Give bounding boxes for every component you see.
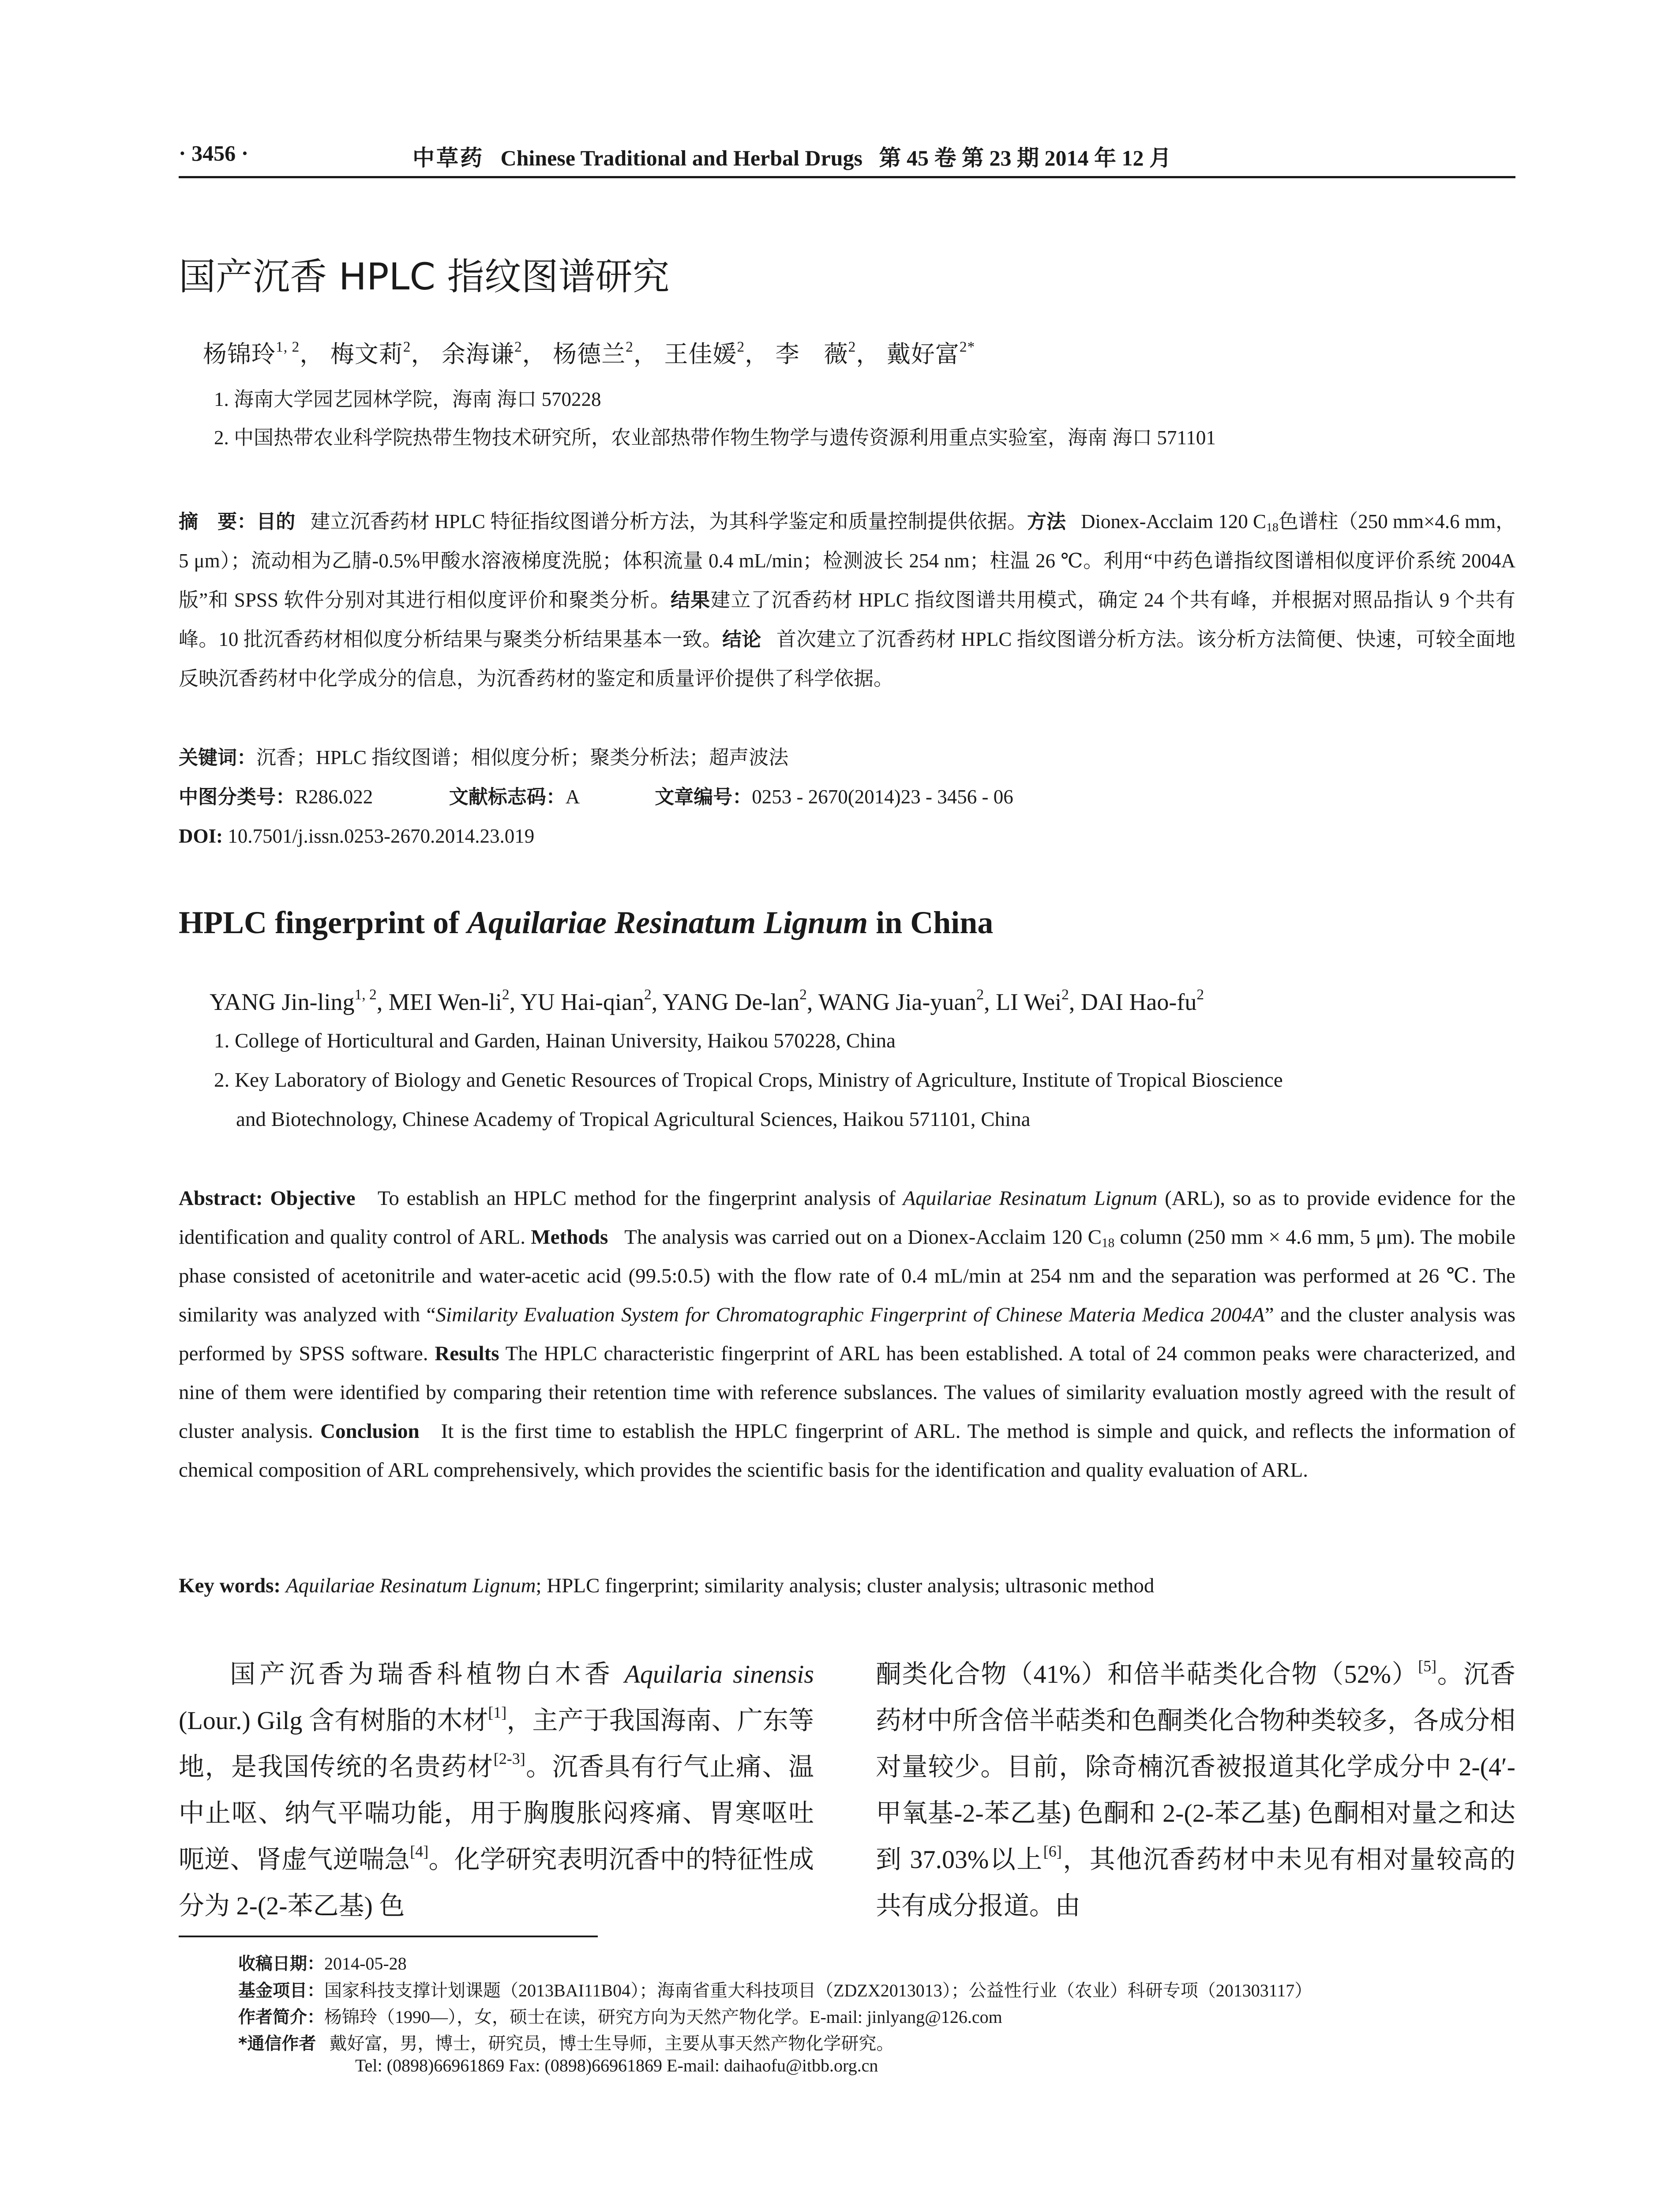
- cn-author: 杨锦玲$^{1, 2}$: [203, 338, 300, 368]
- cn-author: 梅文莉$^2$: [330, 338, 411, 368]
- en-author: YANG De-lan$^2$: [662, 986, 807, 1015]
- conclusion-label: 结论: [722, 628, 761, 651]
- results-text: 建立了沉香药材 HPLC 指纹图谱共用模式，确定 24 个共有峰，并根据对照品指认 9 个共有峰。10 批沉香药材相似度分析结果与聚类分析结果基本一致。: [179, 589, 1515, 650]
- en-author: MEI Wen-$li^2$: [388, 986, 510, 1015]
- footnote-contact: Tel: (0898)66961869 Fax: (0898)66961869 E-mail: daihaofu@itbb.org.cn: [355, 2056, 878, 2075]
- cn-authors: 杨锦玲$^{1, 2}$， 梅文莉$^2$， 余海谦$^2$， 杨德兰$^2$， 王佳媛$^2$， 李 薇$^2$， 戴好富$^{2*}$: [203, 338, 975, 368]
- abstract-label: Abstract:: [179, 1187, 263, 1210]
- footnote-author: 作者简介：杨锦玲（1990—），女，硕士在读，研究方向为天然产物化学。E-mail: jinlyang@126.com: [238, 2007, 1002, 2027]
- running-header: [179, 140, 1515, 180]
- conclusion-text: 首次建立了沉香药材 HPLC 指纹图谱分析方法。该分析方法简便、快速，可较全面地反映沉香药材中化学成分的信息，为沉香药材的鉴定和质量评价提供了科学依据。: [179, 628, 1516, 690]
- page-number: · 3456 ·: [179, 141, 249, 165]
- en-author: DAI Hao-$fu^2$: [1080, 986, 1204, 1015]
- doi: DOI: 10.7501/j.issn.0253-2670.2014.23.019: [179, 825, 535, 847]
- journal-info: [412, 140, 1171, 172]
- results-label: 结果: [671, 589, 711, 612]
- journal-name-cn: 中草药: [412, 145, 484, 171]
- methods-label: Methods: [531, 1226, 608, 1249]
- en-authors: YANG Jin-ling$^{1, 2}$, MEI Wen-$li^2$, YU Hai-qian$^2$, YANG De-lan$^2$, WANG Jia-yuan$^2$, LI Wei$^2$, DAI Hao-$fu^2$: [210, 986, 1204, 1015]
- objective-text: 建立沉香药材 HPLC 特征指纹图谱分析方法，为其科学鉴定和质量控制提供依据。: [310, 510, 1027, 533]
- cn-author: 王佳媛$^2$: [664, 338, 745, 368]
- objective-label: Objective: [270, 1187, 356, 1210]
- journal-name-en: Chinese Traditional and Herbal Drugs: [500, 146, 862, 170]
- methods-text: 色谱柱（250 mm×4.6 mm，5 μm）；流动相为乙腈-0.5%甲酸水溶液梯度洗脱；体积流量 0.4 mL/min；检测波长 254 nm；柱温 26 ℃。利用“中药色谱指纹图谱相似度评价系统 2004A 版”和 SPSS 软件分别对其进行相似度评价和聚类分析。: [179, 510, 1516, 611]
- cn-author: 李 薇$^2$: [775, 338, 856, 368]
- citation: [6]: [1043, 1842, 1062, 1861]
- footnote-fund: 基金项目：国家科技支撑计划课题（2013BAI11B04）；海南省重大科技项目（ZDZX2013013）；公益性行业（农业）科研专项（201303117）: [238, 1981, 1312, 2001]
- body-column-left: 国产沉香为瑞香科植物白木香 Aquilaria sinensis (Lour.) Gilg 含有树脂的木材[1]，主产于我国海南、广东等地，是我国传统的名贵药材[2-3]。沉香具有行气止痛、温中止呕、纳气平喘功能，用于胸腹胀闷疼痛、胃寒呕吐呃逆、肾虚气逆喘急[4]。化学研究表明沉香中的特征性成分为 2-(2-苯乙基) 色: [179, 1660, 814, 1920]
- citation: [5]: [1418, 1657, 1437, 1675]
- footnote-received: 收稿日期：2014-05-28: [238, 1954, 407, 1974]
- cn-affiliation: 2. 中国热带农业科学院热带生物技术研究所，农业部热带作物生物学与遗传资源利用重点实验室，海南 海口 571101: [214, 427, 1216, 449]
- en-author: LI Wei$^2$: [996, 986, 1069, 1015]
- cn-abstract: 摘 要：目的 建立沉香药材 HPLC 特征指纹图谱分析方法，为其科学鉴定和质量控制提供依据。方法 Dionex-Acclaim 120 $C_{18}$色谱柱（250 mm×4.6 mm，5 μm）；流动相为乙腈-0.5%甲酸水溶液梯度洗脱；体积流量 0.4 mL/min；检测波长 254 nm；柱温 26 ℃。利用“中药色谱指纹图谱相似度评价系统 2004A 版”和 SPSS 软件分别对其进行相似度评价和聚类分析。结果建立了沉香药材 HPLC 指纹图谱共用模式，确定 24 个共有峰，并根据对照品指认 9 个共有峰。10 批沉香药材相似度分析结果与聚类分析结果基本一致。结论 首次建立了沉香药材 HPLC 指纹图谱分析方法。该分析方法简便、快速，可较全面地反映沉香药材中化学成分的信息，为沉香药材的鉴定和质量评价提供了科学依据。: [179, 510, 1516, 690]
- abstract-label: 摘 要：: [179, 510, 257, 533]
- footnote-rule: [179, 1936, 598, 1937]
- cn-author: 杨德兰$^2$: [553, 338, 634, 368]
- en-abstract: Abstract: Objective To establish an HPLC method for the fingerprint analysis of Aquilariae Resinatum Lignum (ARL), so as to provide evidence for the identification and quality control of ARL. Methods The analysis was carried out on a Dionex-Acclaim 120 $C_{18}$ column (250 mm × 4.6 mm, 5 μm). The mobile phase consisted of acetonitrile and water-acetic acid (99.5:0.5) with the flow rate of 0.4 mL/min at 254 nm and the separation was performed at 26 ℃. The similarity was analyzed with “Similarity Evaluation System for Chromatographic Fingerprint of Chinese Materia Medica 2004A” and the cluster analysis was performed by SPSS software. Results The HPLC characteristic fingerprint of ARL has been established. A total of 24 common peaks were characterized, and nine of them were identified by comparing their retention time with reference subslances. The values of similarity evaluation mostly agreed with the result of cluster analysis. Conclusion It is the first time to establish the HPLC fingerprint of ARL. The method is simple and quick, and reflects the information of chemical composition of ARL comprehensively, which provides the scientific basis for the identification and quality evaluation of ARL.: [179, 1187, 1516, 1482]
- header-rule: [179, 176, 1515, 178]
- body-column-right: 酮类化合物（41%）和倍半萜类化合物（52%）[5]。沉香药材中所含倍半萜类和色酮类化合物种类较多，各成分相对量较少。目前，除奇楠沉香被报道其化学成分中 2-(4′-甲氧基-2-苯乙基) 色酮和 2-(2-苯乙基) 色酮相对量之和达到 37.03%以上[6]，其他沉香药材中未见有相对量较高的共有成分报道。由: [876, 1657, 1516, 1920]
- methods-text: Dionex-Acclaim 120 C: [1081, 510, 1267, 533]
- citation: [1]: [488, 1703, 507, 1722]
- journal-issue: 第 45 卷 第 23 期 2014 年 12 月: [879, 146, 1171, 170]
- cn-classification: 中图分类号：R286.022 文献标志码：A 文章编号：0253 - 2670(2014)23 - 3456 - 06: [179, 786, 1013, 808]
- citation: [4]: [410, 1842, 429, 1861]
- en-author: YU Hai-qian$^2$: [520, 986, 652, 1015]
- en-keywords: Key words: Aquilariae Resinatum Lignum; HPLC fingerprint; similarity analysis; cluster analysis; ultrasonic method: [179, 1574, 1155, 1597]
- en-author: WANG Jia-yuan$^2$: [818, 986, 984, 1015]
- cn-affiliation: 1. 海南大学园艺园林学院，海南 海口 570228: [214, 388, 601, 410]
- en-author: YANG Jin-ling$^{1, 2}$: [210, 986, 377, 1015]
- cn-author: 余海谦$^2$: [441, 338, 522, 368]
- en-affiliation: 1. College of Horticultural and Garden, Hainan University, Haikou 570228, China: [214, 1029, 896, 1052]
- results-label: Results: [435, 1342, 499, 1365]
- cn-title: 国产沉香 HPLC 指纹图谱研究: [179, 255, 670, 298]
- en-affiliation: 2. Key Laboratory of Biology and Genetic Resources of Tropical Crops, Ministry of Agriculture, Institute of Tropical Bioscience and Biotechnology, Chinese Academy of Tropical Agricultural Sciences, Haikou 571101, China: [214, 1069, 1283, 1131]
- cn-author: 戴好富$^{2*}$: [886, 338, 975, 368]
- conclusion-label: Conclusion: [320, 1420, 420, 1443]
- footnote-corresponding: *通信作者 戴好富，男，博士，研究员，博士生导师，主要从事天然产物化学研究。: [238, 2033, 894, 2054]
- objective-label: 目的: [256, 510, 296, 533]
- citation: [2-3]: [493, 1750, 525, 1768]
- cn-keywords: 关键词：沉香；HPLC 指纹图谱；相似度分析；聚类分析法；超声波法: [179, 747, 789, 769]
- en-title: HPLC fingerprint of Aquilariae Resinatum Lignum in China: [179, 905, 994, 940]
- methods-label: 方法: [1027, 510, 1066, 533]
